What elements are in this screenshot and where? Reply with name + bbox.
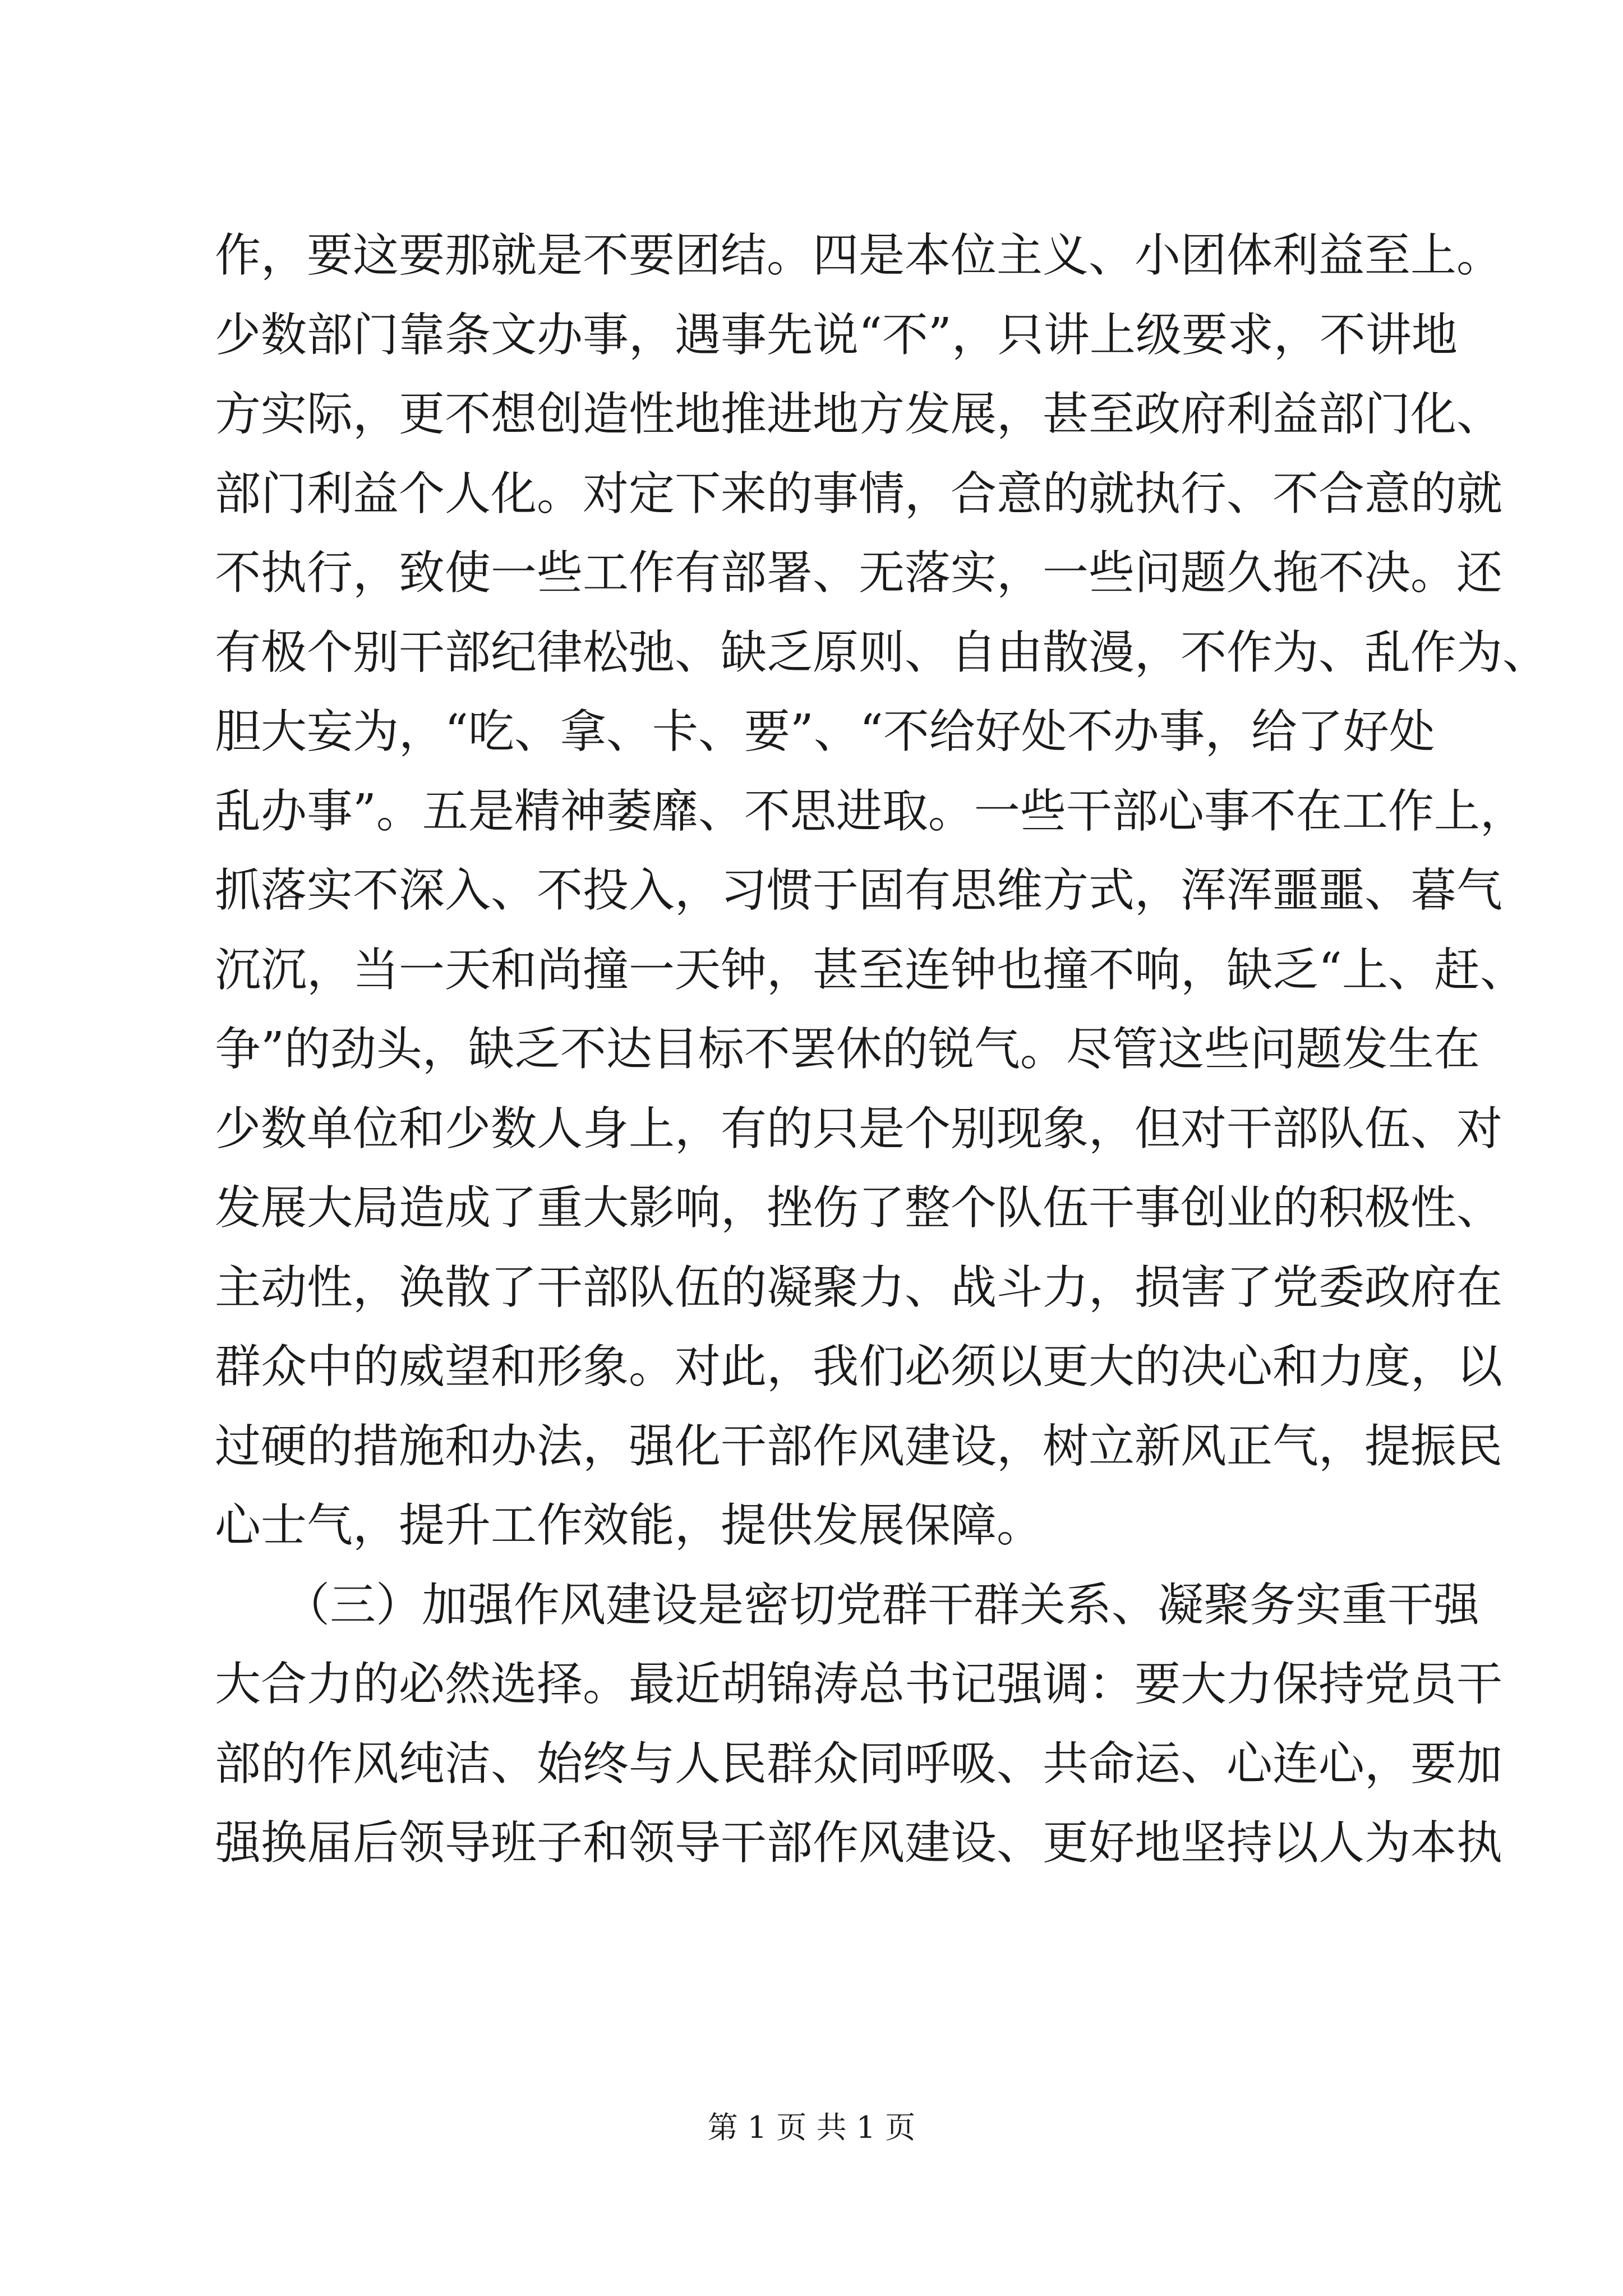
text-line: 少数部门靠条文办事，遇事先说“不”，只讲上级要求，不讲地 (215, 308, 1458, 362)
text-line: 过硬的措施和办法，强化干部作风建设，树立新风正气，提振民 (215, 1419, 1503, 1473)
text-line: 作，要这要那就是不要团结。四是本位主义、小团体利益至上。 (215, 229, 1503, 282)
text-line: 乱办事”。五是精神萎靡、不思进取。一些干部心事不在工作上， (215, 784, 1526, 838)
text-line: 少数单位和少数人身上，有的只是个别现象，但对干部队伍、对 (215, 1102, 1503, 1156)
text-line: 发展大局造成了重大影响，挫伤了整个队伍干事创业的积极性、 (215, 1181, 1503, 1235)
text-line: 部门利益个人化。对定下来的事情，合意的就执行、不合意的就 (215, 467, 1503, 521)
text-line: 抓落实不深入、不投入，习惯于固有思维方式，浑浑噩噩、暮气 (215, 864, 1503, 917)
section-heading-line: （三）加强作风建设是密切党群干群关系、凝聚务实重干强 (215, 1578, 1480, 1632)
body-text (215, 216, 1549, 1883)
text-line: 沉沉，当一天和尚撞一天钟，甚至连钟也撞不响，缺乏“上、赶、 (215, 943, 1526, 997)
text-line: 方实际，更不想创造性地推进地方发展，甚至政府利益部门化、 (215, 388, 1503, 441)
text-line: 有极个别干部纪律松弛、缺乏原则、自由散漫，不作为、乱作为、 (215, 625, 1549, 679)
text-line: 大合力的必然选择。最近胡锦涛总书记强调：要大力保持党员干 (215, 1658, 1503, 1711)
text-line: 部的作风纯洁、始终与人民群众同呼吸、共命运、心连心，要加 (215, 1737, 1503, 1791)
paragraph-end-line: 心士气，提升工作效能，提供发展保障。 (215, 1499, 1043, 1552)
text-line: 主动性，涣散了干部队伍的凝聚力、战斗力，损害了党委政府在 (215, 1260, 1503, 1314)
text-line: 争”的劲头，缺乏不达目标不罢休的锐气。尽管这些问题发生在 (215, 1023, 1480, 1076)
page-footer: 第 1 页 共 1 页 (707, 2110, 916, 2145)
text-line: 胆大妄为，“吃、拿、卡、要”、“不给好处不办事，给了好处 (215, 705, 1435, 758)
text-line: 强换届后领导班子和领导干部作风建设、更好地坚持以人为本执 (215, 1816, 1503, 1870)
text-line: 不执行，致使一些工作有部署、无落实，一些问题久拖不决。还 (215, 546, 1503, 600)
text-line: 群众中的威望和形象。对此，我们必须以更大的决心和力度，以 (215, 1340, 1503, 1393)
